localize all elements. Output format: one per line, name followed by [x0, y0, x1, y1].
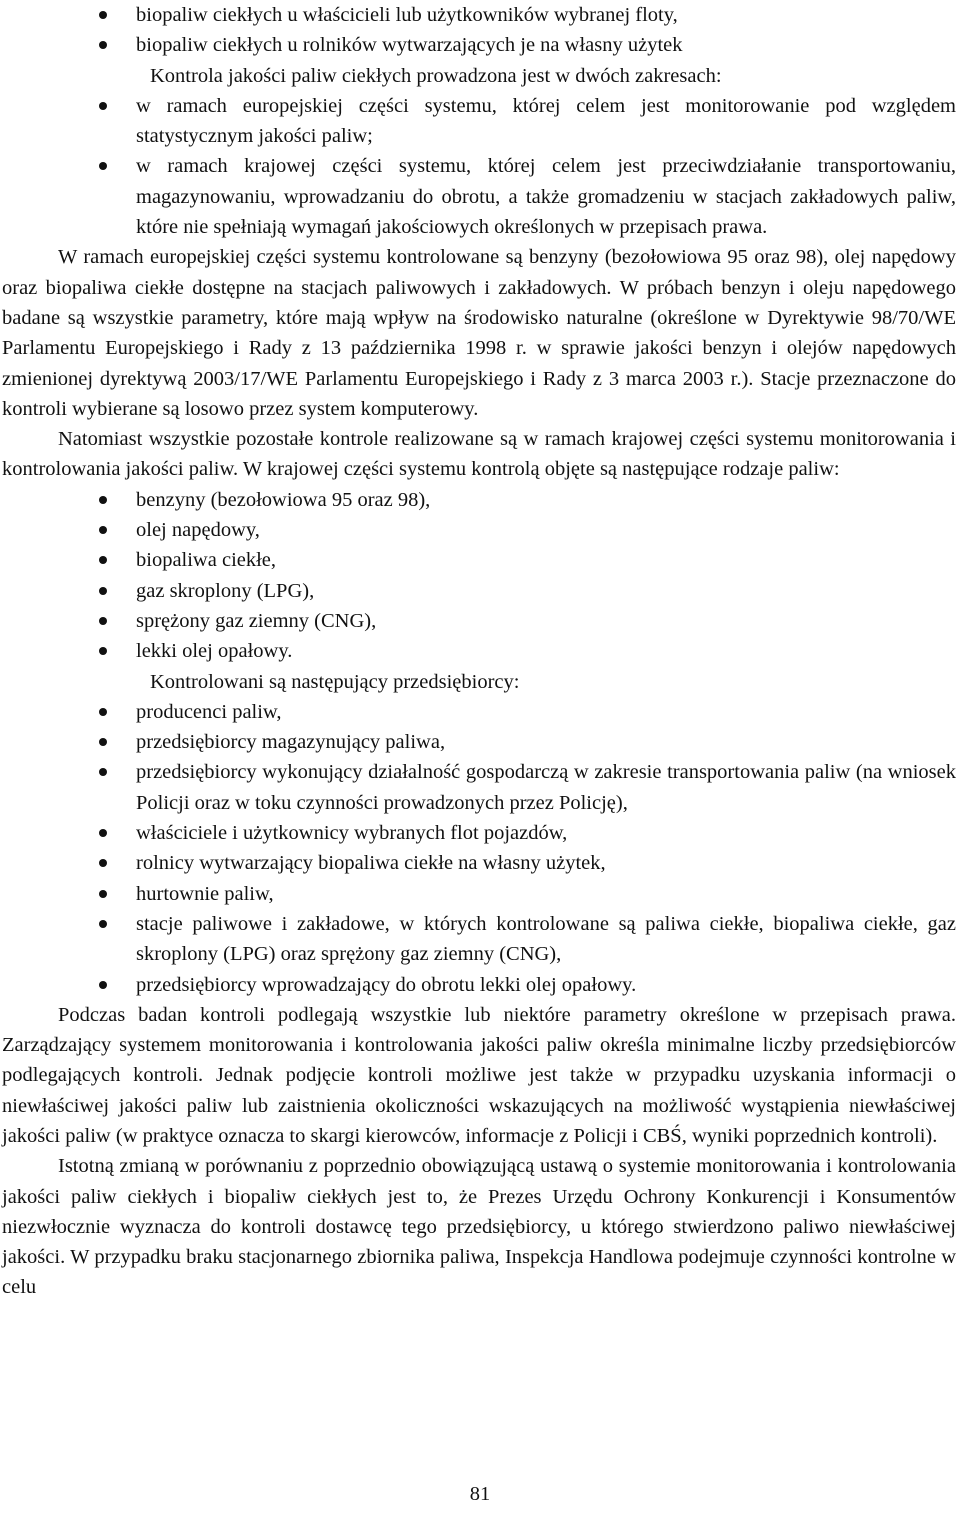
list-item	[2, 636, 956, 666]
page-body	[2, 0, 956, 1303]
bullet-icon	[99, 617, 107, 625]
list-item-text: biopaliw ciekłych u właścicieli lub użytkowników wybranej floty,	[136, 4, 678, 26]
page-number: 81	[469, 1483, 491, 1505]
list-item	[2, 0, 956, 30]
list-item-text: lekki olej opałowy.	[136, 640, 293, 663]
bullet-icon	[99, 526, 107, 534]
list-item	[2, 545, 956, 575]
list-item	[2, 970, 956, 1000]
bullet-icon	[99, 556, 107, 564]
paragraph-scope-of-tests: Podczas badan kontroli podlegają wszystkie lub niektóre parametry określone w przepisach prawa. Zarządzający systemem monitorowania i kontrolowania jakości paliw określa minimalne liczby przedsiębiorców podlegających kontroli. Jednak podjęcie kontroli możliwe jest także w przypadku uzyskania informacji o niewłaściwej jakości paliw lub zaistnienia okoliczności wskazujących na możliwość wystąpienia niewłaściwej jakości paliw (w praktyce oznacza to skargi kierowców, informacje z Policji i CBŚ, wyniki poprzednich kontroli).	[2, 1003, 956, 1147]
list-item-text: przedsiębiorcy wprowadzający do obrotu lekki olej opałowy.	[136, 973, 637, 996]
bullet-icon	[99, 162, 107, 170]
list-item	[2, 818, 956, 848]
bullet-icon	[99, 859, 107, 867]
bullet-icon	[99, 708, 107, 716]
paragraph-european-part: W ramach europejskiej części systemu kontrolowane są benzyny (bezołowiowa 95 oraz 98), olej napędowy oraz biopaliwa ciekłe dostępne na stacjach paliwowych i zakładowych. W próbach benzyn i oleju napędowego badane są wszystkie parametry, które mają wpływ na środowisko naturalne (określone w Dyrektywie 98/70/WE Parlamentu Europejskiego i Rady z 13 października 1998 r. w sprawie jakości benzyn i olejów napędowych zmienionej dyrektywą 2003/17/WE Parlamentu Europejskiego i Rady z 3 marca 2003 r.). Stacje przeznaczone do kontroli wybierane są losowo przez system komputerowy.	[2, 246, 956, 420]
list-item-text: w ramach krajowej części systemu, której celem jest przeciwdziałanie transportowaniu, magazynowaniu, wprowadzaniu do obrotu, a także gromadzeniu w stacjach zakładowych paliw, które nie spełniają wymagań jakościowych określonych w przepisach prawa.	[136, 155, 956, 239]
list-item	[2, 515, 956, 545]
bullet-icon	[99, 890, 107, 898]
list-item	[2, 606, 956, 636]
list-item	[2, 576, 956, 606]
list-item	[2, 879, 956, 909]
list-item	[2, 485, 956, 515]
list-item	[2, 757, 956, 818]
bullet-icon	[99, 587, 107, 595]
bullet-icon	[99, 102, 107, 110]
list-item-text: sprężony gaz ziemny (CNG),	[136, 609, 377, 632]
list-item	[2, 909, 956, 970]
scope-intro: Kontrola jakości paliw ciekłych prowadzona jest w dwóch zakresach:	[150, 64, 722, 87]
list-item-text: w ramach europejskiej części systemu, której celem jest monitorowanie pod względem statystycznym jakości paliw;	[136, 94, 956, 148]
paragraph-national-part: Natomiast wszystkie pozostałe kontrole realizowane są w ramach krajowej części systemu monitorowania i kontrolowania jakości paliw. W krajowej części systemu kontrolą objęte są następujące rodzaje paliw:	[2, 428, 956, 481]
list-item-text: biopaliwa ciekłe,	[136, 549, 277, 572]
list-item	[2, 91, 956, 152]
list-item-text: hurtownie paliw,	[136, 882, 274, 905]
bullet-icon	[99, 829, 107, 837]
list-item	[2, 848, 956, 878]
bullet-icon	[99, 738, 107, 746]
list-item-text: przedsiębiorcy magazynujący paliwa,	[136, 731, 446, 754]
list-item	[2, 30, 956, 60]
list-item-text: biopaliw ciekłych u rolników wytwarzających je na własny użytek	[136, 34, 683, 57]
list-item	[2, 697, 956, 727]
list-item-text: rolnicy wytwarzający biopaliwa ciekłe na własny użytek,	[136, 852, 606, 875]
bullet-icon	[99, 41, 107, 49]
list-item-text: benzyny (bezołowiowa 95 oraz 98),	[136, 488, 431, 511]
list-item-text: właściciele i użytkownicy wybranych flot pojazdów,	[136, 822, 568, 845]
paragraph-change: Istotną zmianą w porównaniu z poprzednio obowiązującą ustawą o systemie monitorowania i kontrolowania jakości paliw ciekłych i biopaliw ciekłych jest to, że Prezes Urzędu Ochrony Konkurencji i Konsumentów niezwłocznie wyznacza do kontroli dostawcę tego przedsiębiorcy, u którego stwierdzono paliwo niewłaściwej jakości. W przypadku braku stacjonarnego zbiornika paliwa, Inspekcja Handlowa podejmuje czynności kontrolne w celu	[2, 1155, 956, 1299]
list-item-text: przedsiębiorcy wykonujący działalność gospodarczą w zakresie transportowania paliw (na wniosek Policji oraz w toku czynności prowadzonych przez Policję),	[136, 761, 956, 814]
list-item-text: gaz skroplony (LPG),	[136, 579, 315, 602]
bullet-icon	[99, 647, 107, 655]
list-item-text: producenci paliw,	[136, 700, 282, 723]
entrepreneur-list	[2, 697, 956, 1000]
bullet-icon	[99, 981, 107, 989]
bullet-icon	[99, 11, 107, 19]
bullet-icon	[99, 768, 107, 776]
bullet-icon	[99, 496, 107, 504]
list-item-text: stacje paliwowe i zakładowe, w których kontrolowane są paliwa ciekłe, biopaliwa ciekłe, gaz skroplony (LPG) oraz sprężony gaz ziemny (CNG),	[136, 912, 956, 966]
scope-bullet-list	[2, 91, 956, 242]
top-bullet-list	[2, 0, 956, 61]
fuel-type-list	[2, 485, 956, 667]
list-item-text: olej napędowy,	[136, 519, 260, 542]
list-item	[2, 727, 956, 757]
list-item	[2, 151, 956, 242]
entrepreneurs-intro: Kontrolowani są następujący przedsiębiorcy:	[150, 670, 520, 693]
bullet-icon	[99, 920, 107, 928]
